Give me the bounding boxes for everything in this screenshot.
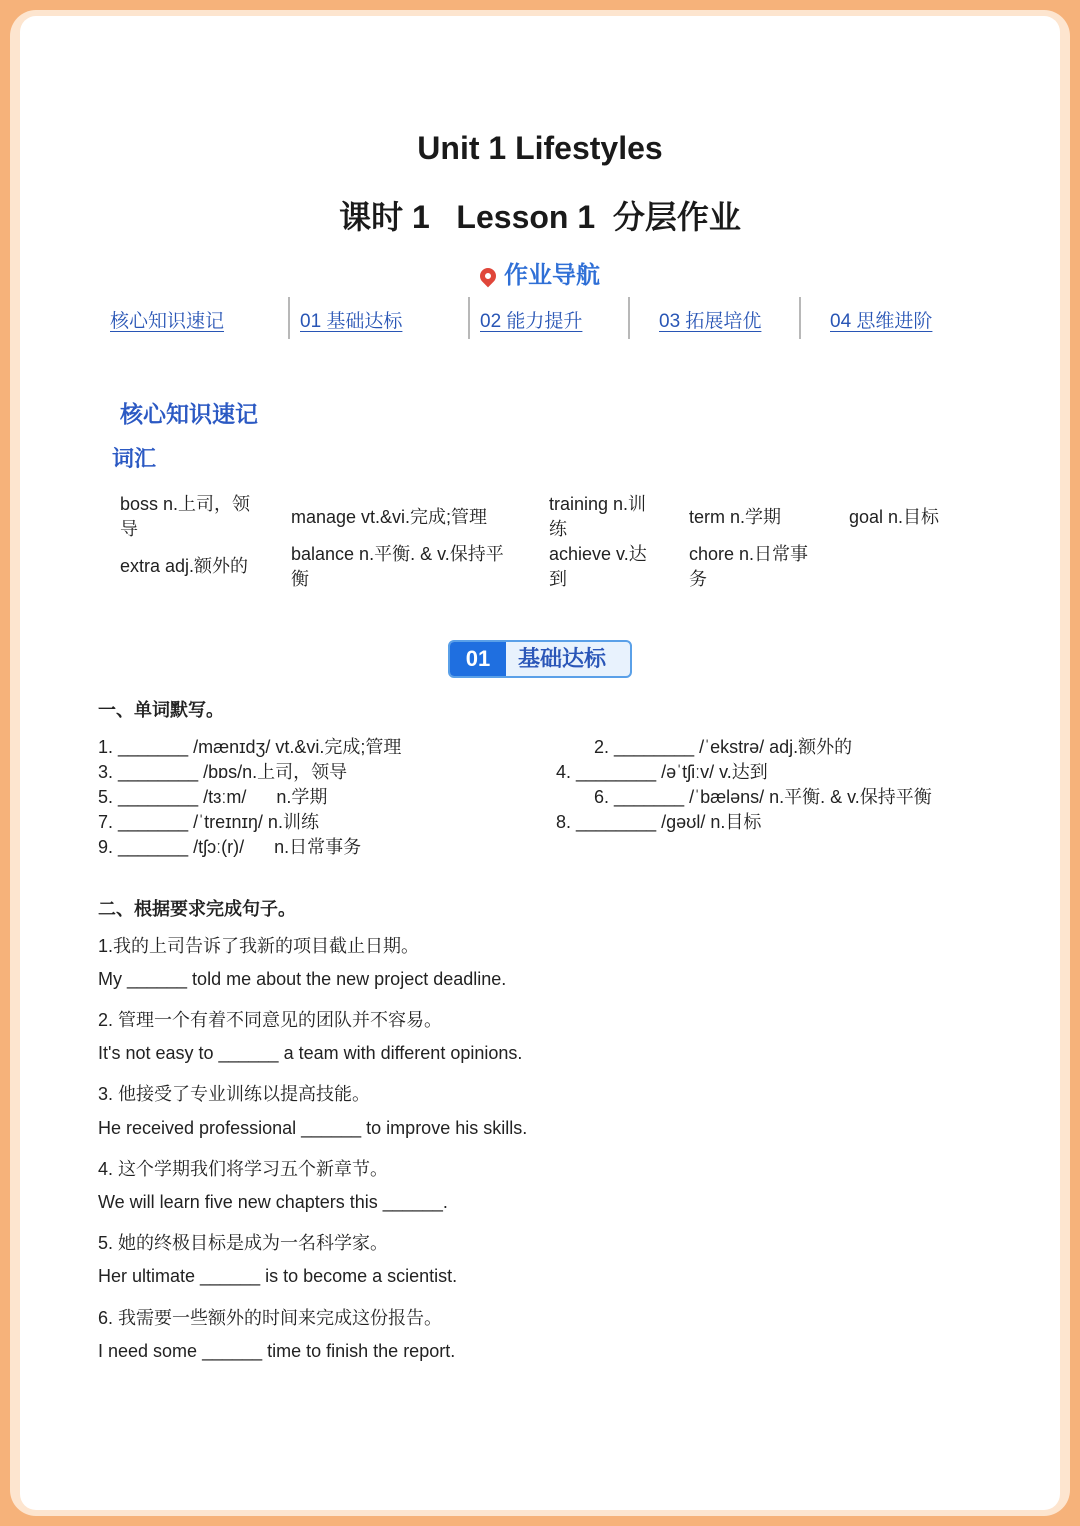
homework-nav-label: 作业导航 [504,262,600,289]
vocabulary-heading: 词汇 [112,446,157,471]
sentence-english: My ______ told me about the new project deadline. [98,969,507,989]
sentence-chinese: 6. 我需要一些额外的时间来完成这份报告。 [98,1308,443,1328]
core-knowledge-heading: 核心知识速记 [120,396,258,429]
badge-label: 基础达标 [518,646,607,671]
unit-title: Unit 1 Lifestyles [417,130,663,166]
dictation-item: 8. ________ /ɡəʊl/ n.目标 [556,812,762,832]
sentence-chinese: 4. 这个学期我们将学习五个新章节。 [98,1159,389,1179]
dictation-item: 4. ________ /əˈtʃiːv/ v.达到 [556,762,768,782]
sentence-english: It's not easy to ______ a team with different opinions. [98,1043,523,1063]
sentence-english: He received professional ______ to improve his skills. [98,1118,528,1138]
vocab-extra: extra adj.额外的 [120,556,249,576]
dictation-item: 3. ________ /bɒs/n.上司，领导 [98,762,348,782]
nav-divider [799,297,801,339]
nav-link-extend[interactable]: 03 拓展培优 [659,311,762,332]
nav-link-core[interactable]: 核心知识速记 [110,311,225,332]
nav-link-ability[interactable]: 02 能力提升 [480,311,583,332]
sentence-english: I need some ______ time to finish the report. [98,1341,456,1361]
vocab-goal: goal n.目标 [849,507,940,527]
vocab-balance: balance n.平衡. & v.保持平 衡 [291,544,504,589]
sentence-chinese: 2. 管理一个有着不同意见的团队并不容易。 [98,1010,443,1030]
part2-heading: 二、根据要求完成句子。 [98,899,296,919]
dictation-item: 1. _______ /mænɪdʒ/ vt.&vi.完成;管理 [98,737,402,757]
location-pin-icon [477,265,500,288]
sentence-english: Her ultimate ______ is to become a scientist. [98,1266,458,1286]
vocab-manage: manage vt.&vi.完成;管理 [291,507,488,527]
part1-heading: 一、单词默写。 [98,700,224,720]
badge-number: 01 [450,642,506,676]
nav-link-thinking[interactable]: 04 思维进阶 [830,311,933,332]
dictation-item: 6. _______ /ˈbæləns/ n.平衡. & v.保持平衡 [594,787,932,807]
sentence-chinese: 1.我的上司告诉了我新的项目截止日期。 [98,936,420,956]
vocab-training: training n.训 练 [549,494,647,539]
sentence-english: We will learn five new chapters this ______. [98,1192,448,1212]
sentence-chinese: 3. 他接受了专业训练以提高技能。 [98,1084,371,1104]
basic-section-badge [448,640,632,678]
sentence-chinese: 5. 她的终极目标是成为一名科学家。 [98,1233,389,1253]
vocab-boss: boss n.上司，领 导 [120,494,251,539]
dictation-item: 2. ________ /ˈekstrə/ adj.额外的 [594,737,853,757]
vocab-achieve: achieve v.达 到 [549,544,647,589]
nav-link-basic[interactable]: 01 基础达标 [300,311,403,332]
homework-nav-title [0,255,1080,290]
lesson-title: 课时 1 Lesson 1 分层作业 [339,199,741,235]
nav-divider [628,297,630,339]
nav-divider [468,297,470,339]
dictation-item: 7. _______ /ˈtreɪnɪŋ/ n.训练 [98,812,319,832]
vocab-chore: chore n.日常事 务 [689,544,809,589]
dictation-item: 9. _______ /tʃɔː(r)/ n.日常事务 [98,837,362,857]
vocab-term: term n.学期 [689,507,782,527]
dictation-item: 5. ________ /tɜːm/ n.学期 [98,787,328,807]
nav-divider [288,297,290,339]
